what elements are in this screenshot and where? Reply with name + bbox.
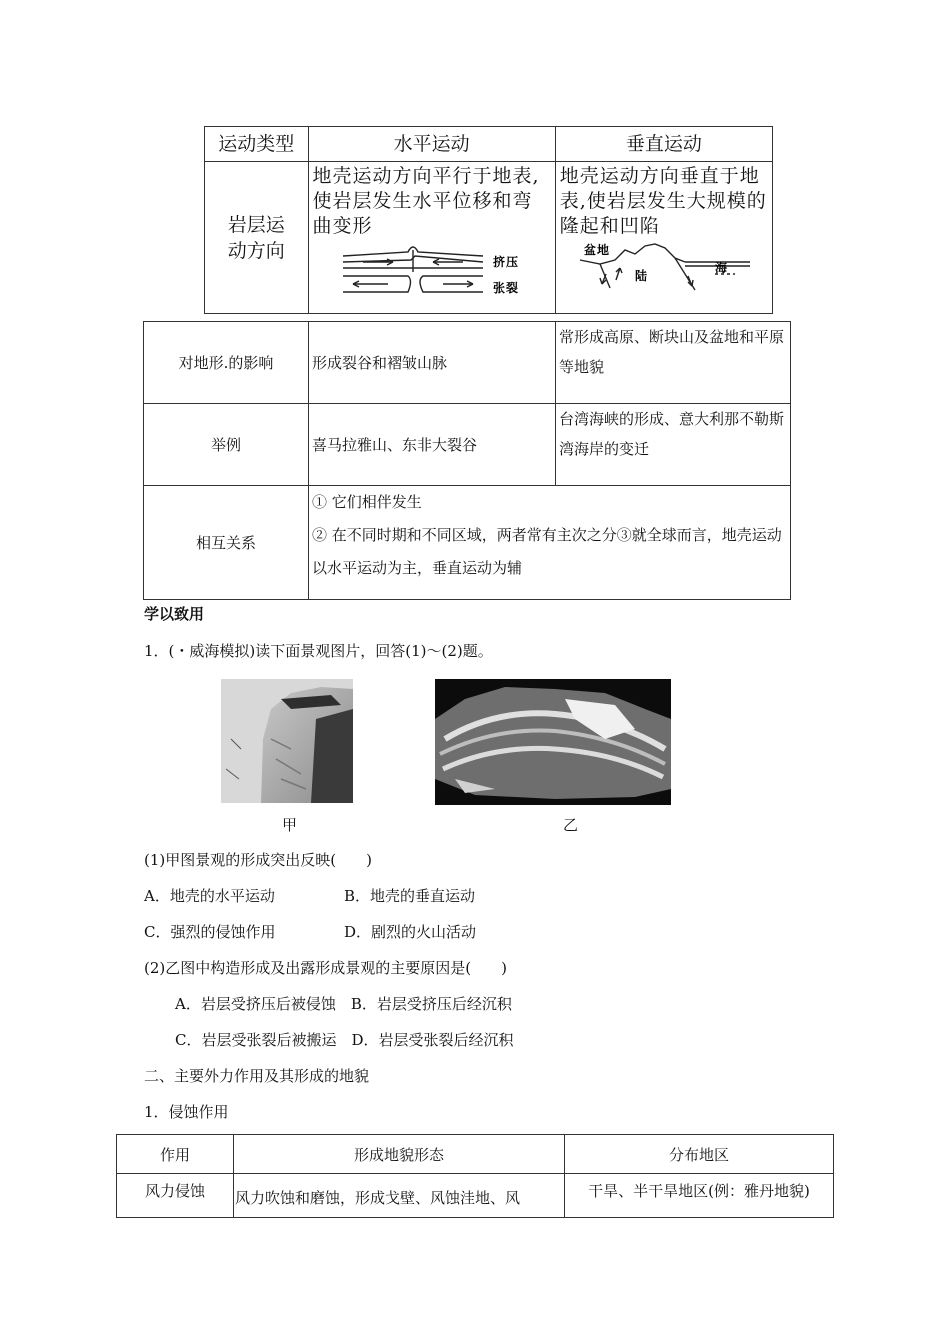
vertical-cell — [555, 162, 772, 314]
sub2-options-ab: A．岩层受挤压后被侵蚀 B．岩层受挤压后经沉积 — [175, 995, 512, 1013]
sub2-stem: (2)乙图中构造形成及出露形成景观的主要原因是( ) — [144, 959, 507, 977]
diagram-label-land: 陆 — [634, 269, 648, 283]
horizontal-movement-diagram — [313, 240, 543, 300]
header-horizontal: 水平运动 — [308, 127, 555, 162]
horizontal-description: 地壳运动方向平行于地表,使岩层发生水平位移和弯曲变形 — [312, 165, 540, 237]
header-movement-type: 运动类型 — [205, 127, 309, 162]
vertical-movement-diagram — [560, 240, 760, 300]
relation-line-1: ① 它们相伴发生 — [312, 493, 422, 511]
header-vertical: 垂直运动 — [555, 127, 772, 162]
example-horizontal: 喜马拉雅山、东非大裂谷 — [309, 404, 556, 486]
caption-yi: 乙 — [563, 816, 579, 834]
horizontal-cell — [308, 162, 555, 314]
section-2-title: 二、主要外力作用及其形成的地貌 — [144, 1067, 370, 1085]
subsection-erosion: 1．侵蚀作用 — [144, 1103, 229, 1121]
photo-yi — [435, 679, 671, 805]
impact-vertical: 常形成高原、断块山及盆地和平原等地貌 — [556, 322, 791, 404]
diagram-label-squeeze: 挤压 — [492, 255, 519, 269]
sub2-options-cd: C．岩层受张裂后被搬运 D．岩层受张裂后经沉积 — [175, 1031, 514, 1049]
header-region: 分布地区 — [565, 1135, 834, 1174]
row-label-example: 举例 — [144, 404, 309, 486]
vertical-description: 地壳运动方向垂直于地表,使岩层发生大规模的隆起和凹陷 — [559, 165, 767, 237]
cell-wind-erosion: 风力侵蚀 — [117, 1174, 234, 1218]
question-1-stem: 1．(・威海模拟)读下面景观图片，回答(1)～(2)题。 — [144, 642, 493, 660]
sub1-option-d: D．剧烈的火山活动 — [344, 923, 477, 941]
photo-jia — [221, 679, 353, 803]
landform-impact-table — [143, 321, 791, 600]
cell-wind-region: 干旱、半干旱地区(例：雅丹地貌) — [565, 1174, 834, 1218]
cell-wind-landform: 风力吹蚀和磨蚀，形成戈壁、风蚀洼地、风 — [234, 1174, 565, 1218]
sub1-option-c: C．强烈的侵蚀作用 — [144, 923, 276, 941]
row-label-direction: 岩层运动方向 — [205, 162, 309, 314]
row-label-impact: 对地形.的影响 — [144, 322, 309, 404]
section-title-practice: 学以致用 — [144, 605, 205, 623]
sub1-stem: (1)甲图景观的形成突出反映( ) — [144, 851, 372, 869]
impact-horizontal: 形成裂谷和褶皱山脉 — [309, 322, 556, 404]
diagram-label-sea: 海 — [714, 261, 728, 275]
example-vertical: 台湾海峡的形成、意大利那不勒斯湾海岸的变迁 — [556, 404, 791, 486]
relation-cell — [309, 486, 791, 600]
sub1-option-b: B．地壳的垂直运动 — [344, 887, 476, 905]
relation-line-2: ② 在不同时期和不同区域，两者常有主次之分③就全球而言，地壳运动以水平运动为主，垂直运动为辅 — [312, 526, 782, 577]
erosion-table — [116, 1134, 834, 1218]
diagram-label-basin: 盆地 — [583, 243, 610, 257]
header-effect: 作用 — [117, 1135, 234, 1174]
header-landform: 形成地貌形态 — [234, 1135, 565, 1174]
caption-jia: 甲 — [282, 816, 298, 834]
sub1-option-a: A．地壳的水平运动 — [144, 887, 275, 905]
tectonic-movement-table — [204, 126, 773, 314]
diagram-label-split: 张裂 — [492, 281, 519, 295]
row-label-relation: 相互关系 — [144, 486, 309, 600]
